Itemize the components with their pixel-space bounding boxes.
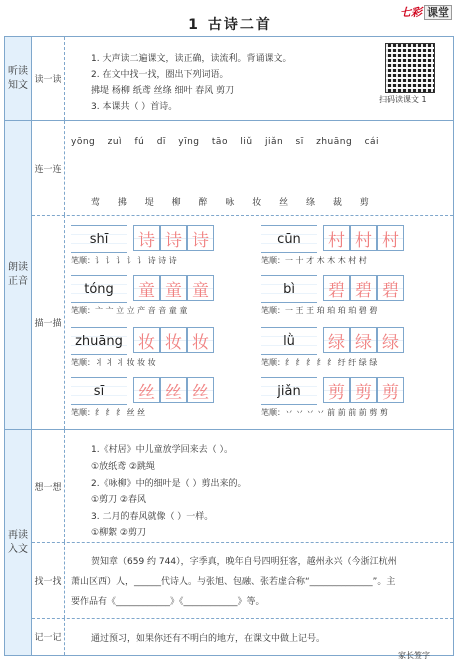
- sub-label-find: 找一找: [32, 542, 65, 618]
- stroke-order: 笔顺：亠 亠 立 立 产 音 音 童 童: [71, 306, 188, 315]
- trace-box[interactable]: 碧: [350, 275, 377, 301]
- think-line-3: 2.《咏柳》中的细叶是（ ）剪出来的。: [91, 479, 247, 489]
- tile-pinyin: cūn: [261, 225, 317, 253]
- hanzi-item[interactable]: 裁: [332, 198, 342, 208]
- trace-content: [65, 215, 453, 429]
- pinyin-item[interactable]: jiǎn: [264, 137, 284, 147]
- hanzi-item[interactable]: 剪: [359, 198, 369, 208]
- trace-box[interactable]: 诗: [133, 225, 160, 251]
- think-content: [65, 430, 453, 542]
- sub-label-connect: 连一连: [32, 121, 65, 215]
- pinyin-item[interactable]: zuì: [107, 137, 123, 147]
- pinyin-item[interactable]: liǔ: [240, 137, 253, 147]
- qr-code-icon[interactable]: [385, 43, 435, 93]
- hanzi-item[interactable]: 拂: [117, 198, 127, 208]
- trace-box[interactable]: 妆: [133, 327, 160, 353]
- tile-pinyin: jiǎn: [261, 377, 317, 405]
- hanzi-item[interactable]: 咏: [225, 198, 235, 208]
- pinyin-item[interactable]: yōng: [71, 137, 96, 147]
- trace-box[interactable]: 绿: [350, 327, 377, 353]
- sub-label-think: 想一想: [32, 430, 65, 542]
- trace-box[interactable]: 丝: [187, 377, 214, 403]
- tile-pinyin: tóng: [71, 275, 127, 303]
- sub-label-read: 读一读: [32, 37, 65, 120]
- hanzi-row: [91, 195, 384, 208]
- section-reading: [4, 120, 454, 430]
- trace-box[interactable]: 童: [187, 275, 214, 301]
- trace-box[interactable]: 碧: [323, 275, 350, 301]
- listen-line-3: 拂堤 杨柳 纸鸢 丝绦 细叶 春风 剪刀: [91, 86, 235, 96]
- listen-line-4: 3. 本课共（ ）首诗。: [91, 102, 178, 112]
- sub-label-trace: 描一描: [32, 215, 65, 429]
- lesson-number: 1: [188, 17, 200, 33]
- stroke-order: 笔顺：纟 纟 纟 纟 纟 纡 纡 绿 绿: [261, 358, 378, 367]
- trace-box[interactable]: 剪: [350, 377, 377, 403]
- hanzi-item[interactable]: 丝: [279, 198, 289, 208]
- find-line-1: 贺知章（659 约 744），字季真，晚年自号四明狂客，越州永兴（今浙江杭州: [91, 557, 397, 567]
- section-label-listen: 听读 知文: [5, 37, 32, 120]
- brand-logo: [400, 4, 452, 20]
- listen-content: [65, 37, 453, 120]
- find-content: [65, 542, 453, 618]
- hanzi-item[interactable]: 堤: [144, 198, 154, 208]
- tile-pinyin: shī: [71, 225, 127, 253]
- hanzi-item[interactable]: 莺: [91, 198, 101, 208]
- stroke-order: 笔顺：一 王 王 珀 珀 珀 珀 碧 碧: [261, 306, 378, 315]
- trace-box[interactable]: 童: [133, 275, 160, 301]
- trace-box[interactable]: 诗: [160, 225, 187, 251]
- brand-logo-part-a: 七彩: [400, 6, 422, 19]
- trace-box[interactable]: 剪: [377, 377, 404, 403]
- hanzi-item[interactable]: 醉: [198, 198, 208, 208]
- trace-box[interactable]: 妆: [187, 327, 214, 353]
- page-title: [0, 14, 460, 34]
- listen-line-1: 1. 大声读二遍课文，读正确，读流利。背诵课文。: [91, 54, 292, 64]
- section-reread: [4, 429, 454, 656]
- stroke-order: 笔顺：丬 丬 丬 妆 妆 妆: [71, 358, 156, 367]
- tile-pinyin: lǜ: [261, 327, 317, 355]
- stroke-order: 笔顺：讠 讠 讠 讠 讠 诗 诗 诗: [71, 256, 177, 265]
- lesson-title: 古诗二首: [207, 17, 272, 33]
- trace-box[interactable]: 村: [377, 225, 404, 251]
- trace-box[interactable]: 诗: [187, 225, 214, 251]
- trace-box[interactable]: 丝: [133, 377, 160, 403]
- tile-pinyin: sī: [71, 377, 127, 405]
- trace-box[interactable]: 碧: [377, 275, 404, 301]
- note-content: [65, 618, 453, 655]
- pinyin-item[interactable]: dī: [156, 137, 166, 147]
- trace-box[interactable]: 绿: [377, 327, 404, 353]
- section-label-reading: 朗读 正音: [5, 121, 32, 429]
- think-line-4[interactable]: ①剪刀 ②春风: [91, 495, 146, 505]
- note-line: 通过预习，如果你还有不明白的地方，在课文中做上记号。: [91, 634, 326, 644]
- think-line-5: 3. 二月的春风就像（ ）一样。: [91, 512, 214, 522]
- section-listen: [4, 36, 454, 121]
- sub-label-note: 记一记: [32, 618, 65, 655]
- connect-content: [65, 121, 453, 215]
- think-line-2[interactable]: ①放纸鸢 ②跳绳: [91, 462, 155, 472]
- hanzi-item[interactable]: 绦: [306, 198, 316, 208]
- qr-caption: 扫码读课文 1: [379, 95, 427, 104]
- trace-box[interactable]: 村: [350, 225, 377, 251]
- trace-box[interactable]: 妆: [160, 327, 187, 353]
- stroke-order: 笔顺：一 十 才 木 木 木 村 村: [261, 256, 367, 265]
- tile-pinyin: bì: [261, 275, 317, 303]
- pinyin-item[interactable]: zhuāng: [316, 137, 353, 147]
- pinyin-item[interactable]: yīng: [178, 137, 200, 147]
- parent-signature-label: 家长签字: [398, 651, 430, 660]
- trace-box[interactable]: 丝: [160, 377, 187, 403]
- tile-pinyin: zhuāng: [71, 327, 127, 355]
- hanzi-item[interactable]: 柳: [171, 198, 181, 208]
- trace-box[interactable]: 村: [323, 225, 350, 251]
- think-line-6[interactable]: ①柳絮 ②剪刀: [91, 528, 146, 538]
- trace-box[interactable]: 剪: [323, 377, 350, 403]
- pinyin-row: [71, 137, 388, 147]
- hanzi-item[interactable]: 妆: [252, 198, 262, 208]
- find-line-3[interactable]: 要作品有《____________》《____________》等。: [71, 597, 265, 607]
- pinyin-item[interactable]: sī: [295, 137, 304, 147]
- trace-box[interactable]: 绿: [323, 327, 350, 353]
- stroke-order: 笔顺：丷 丷 丷 丷 前 前 前 前 剪 剪: [261, 408, 388, 417]
- stroke-order: 笔顺：纟 纟 纟 丝 丝: [71, 408, 146, 417]
- pinyin-item[interactable]: tāo: [211, 137, 228, 147]
- listen-line-2: 2. 在文中找一找，圈出下列词语。: [91, 70, 229, 80]
- think-line-1: 1.《村居》中儿童放学回来去（ ）。: [91, 445, 233, 455]
- pinyin-item[interactable]: cái: [364, 137, 380, 147]
- brand-logo-part-b: 课堂: [424, 5, 452, 20]
- pinyin-item[interactable]: fú: [134, 137, 145, 147]
- find-line-2[interactable]: 萧山区西）人，______代诗人。与张旭、包融、张若虚合称“______________”。主: [71, 577, 396, 587]
- section-label-reread: 再读 入文: [5, 430, 32, 655]
- trace-box[interactable]: 童: [160, 275, 187, 301]
